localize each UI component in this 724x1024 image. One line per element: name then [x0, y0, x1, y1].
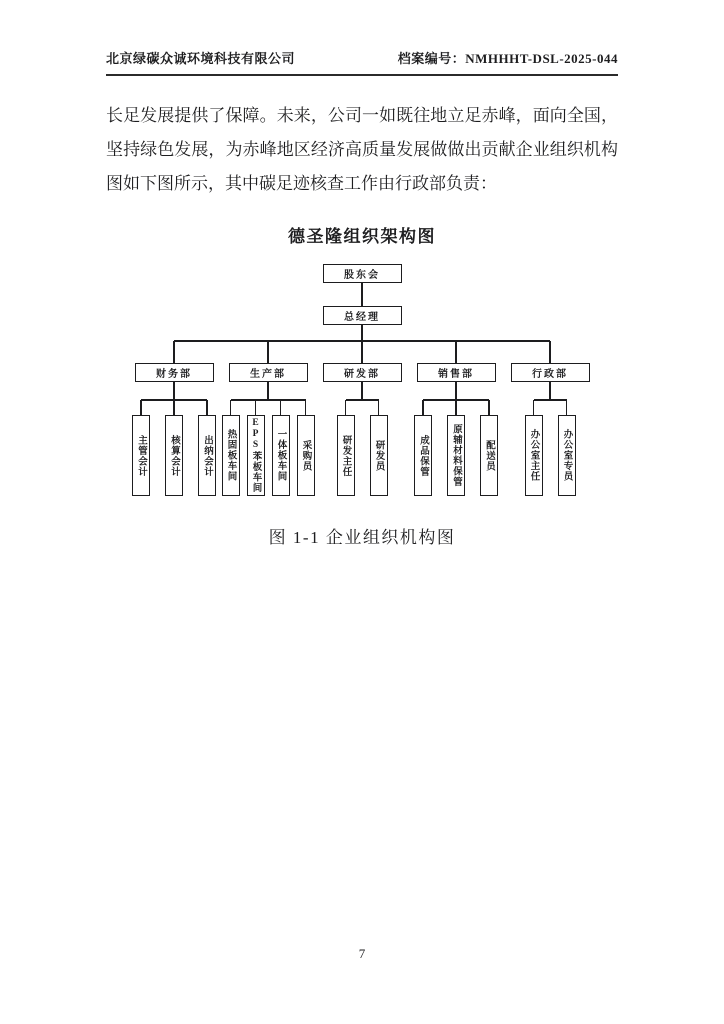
department-box: 生产部	[229, 363, 308, 382]
position-label: EPS苯板车间	[250, 418, 261, 493]
position-box	[525, 415, 543, 496]
child-connector-segment	[191, 399, 208, 401]
org-root-box: 股东会	[323, 264, 402, 283]
page-header	[106, 48, 618, 76]
position-box	[558, 415, 576, 496]
children-row	[218, 400, 318, 496]
position-box	[480, 415, 498, 496]
position-label: 原辅材料保管	[451, 424, 461, 487]
top-connector-segment	[315, 340, 409, 342]
position-wrap	[550, 400, 583, 496]
position-label: 办公室专员	[561, 429, 572, 482]
child-connector-segment	[473, 399, 490, 401]
connector-dept-children	[267, 382, 269, 400]
position-box	[247, 415, 265, 496]
position-box	[165, 415, 183, 496]
position-wrap	[268, 400, 293, 496]
child-connector-segment	[423, 399, 440, 401]
child-connector-segment	[268, 399, 293, 401]
position-label: 采购员	[300, 439, 311, 472]
department-box: 销售部	[417, 363, 496, 382]
position-wrap	[243, 400, 268, 496]
connector-dept-children	[455, 382, 457, 400]
doc-id-label: 档案编号：	[397, 51, 466, 66]
child-connector-segment	[362, 399, 379, 401]
position-box	[337, 415, 355, 496]
header-company-name: 北京绿碳众诚环境科技有限公司	[106, 51, 296, 66]
position-label: 一体板车间	[275, 429, 286, 482]
position-label: 出纳会计	[202, 434, 212, 477]
org-executive-box: 总经理	[323, 306, 402, 325]
position-label: 成品保管	[418, 434, 428, 477]
department-box: 研发部	[323, 363, 402, 382]
position-label: 研发员	[373, 439, 384, 472]
position-wrap	[473, 400, 506, 496]
connector-exec-depts	[361, 325, 363, 341]
doc-id-number: NMHHHT-DSL-2025-044	[465, 51, 618, 66]
children-row	[407, 400, 506, 496]
child-connector-segment	[293, 399, 306, 401]
dept-group-1	[127, 341, 221, 496]
department-box: 行政部	[511, 363, 590, 382]
top-connector-segment	[409, 340, 503, 342]
position-wrap	[218, 400, 243, 496]
position-box	[297, 415, 315, 496]
connector-dept-children	[173, 382, 175, 400]
dept-group-4	[409, 341, 503, 496]
position-wrap	[407, 400, 440, 496]
position-wrap	[362, 400, 395, 496]
org-chart-departments	[127, 341, 597, 496]
position-box	[370, 415, 388, 496]
child-connector-segment	[346, 399, 363, 401]
child-connector-segment	[534, 399, 551, 401]
position-box	[198, 415, 216, 496]
dept-group-3	[315, 341, 409, 496]
top-connector-segment	[503, 340, 550, 342]
position-wrap	[158, 400, 191, 496]
paragraph-line-3: 图如下图所示，其中碳足迹核查工作由行政部负责：	[106, 174, 497, 193]
position-wrap	[329, 400, 362, 496]
child-connector-segment	[440, 399, 473, 401]
children-row	[517, 400, 583, 496]
dept-group-2	[221, 341, 315, 496]
figure-caption: 图 1-1 企业组织机构图	[268, 528, 456, 547]
position-box	[447, 415, 465, 496]
connector-root-exec	[361, 283, 363, 306]
top-connector-segment	[221, 340, 315, 342]
position-label: 配送员	[484, 439, 494, 472]
org-chart	[127, 264, 597, 496]
children-row	[125, 400, 224, 496]
paragraph-line-2: 坚持绿色发展，为赤峰地区经济高质量发展做做出贡献企业组织机构	[106, 140, 618, 159]
position-wrap	[125, 400, 158, 496]
position-label: 办公室主任	[528, 429, 539, 482]
position-wrap	[440, 400, 473, 496]
child-connector-segment	[231, 399, 244, 401]
top-connector-segment	[174, 340, 221, 342]
children-row	[329, 400, 395, 496]
position-label: 研发主任	[340, 434, 351, 477]
position-label: 热固板车间	[225, 429, 236, 482]
position-box	[222, 415, 240, 496]
dept-group-5	[503, 341, 597, 496]
department-box: 财务部	[135, 363, 214, 382]
position-box	[414, 415, 432, 496]
position-wrap	[517, 400, 550, 496]
child-connector-segment	[550, 399, 567, 401]
connector-dept-children	[361, 382, 363, 400]
paragraph	[106, 99, 618, 201]
org-chart-title: 德圣隆组织架构图	[288, 227, 436, 246]
header-doc-id	[398, 48, 618, 67]
connector-dept-children	[549, 382, 551, 400]
position-label: 核算会计	[169, 434, 179, 477]
position-box	[272, 415, 290, 496]
position-box	[132, 415, 150, 496]
position-label: 主管会计	[136, 434, 146, 477]
child-connector-segment	[141, 399, 158, 401]
paragraph-line-1: 长足发展提供了保障。未来，公司一如既往地立足赤峰，面向全国，	[106, 106, 618, 125]
child-connector-segment	[158, 399, 191, 401]
child-connector-segment	[243, 399, 268, 401]
page-number: 7	[358, 946, 366, 961]
